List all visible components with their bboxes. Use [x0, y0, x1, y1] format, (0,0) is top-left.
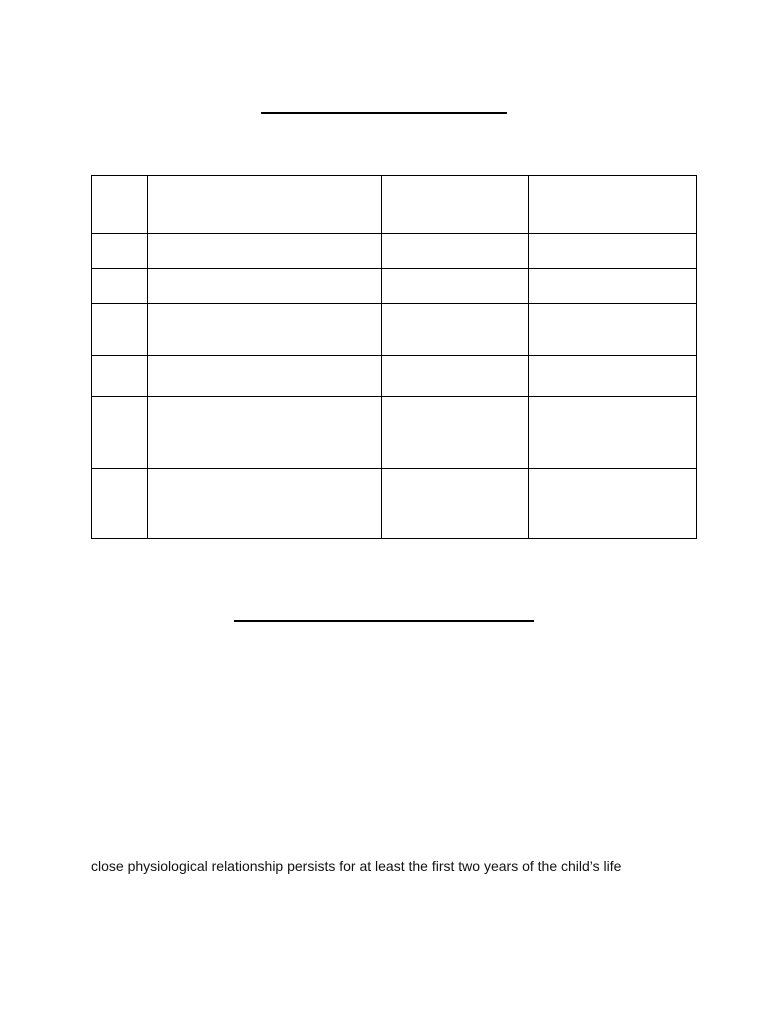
- table-cell: [148, 304, 382, 356]
- table-cell: [92, 304, 148, 356]
- table-cell: [382, 269, 529, 304]
- table-row: [92, 356, 697, 397]
- table-cell: [148, 469, 382, 539]
- table-cell: [148, 234, 382, 269]
- table-cell: [529, 176, 697, 234]
- body-text: close physiological relationship persists for at least the first two years of the child’s life: [91, 858, 622, 874]
- table-cell: [382, 469, 529, 539]
- heading-underline-top: [261, 112, 507, 114]
- table-cell: [148, 269, 382, 304]
- table-row: [92, 234, 697, 269]
- table-cell: [92, 356, 148, 397]
- table-row: [92, 397, 697, 469]
- table-cell: [382, 397, 529, 469]
- table-cell: [529, 234, 697, 269]
- table-cell: [148, 397, 382, 469]
- table-cell: [382, 234, 529, 269]
- table-cell: [92, 469, 148, 539]
- table-row: [92, 269, 697, 304]
- table-cell: [92, 176, 148, 234]
- table-cell: [529, 269, 697, 304]
- table-cell: [529, 469, 697, 539]
- table-cell: [529, 397, 697, 469]
- table-cell: [382, 304, 529, 356]
- table-cell: [382, 356, 529, 397]
- table-cell: [92, 234, 148, 269]
- table-row: [92, 176, 697, 234]
- table-cell: [148, 176, 382, 234]
- table-cell: [529, 356, 697, 397]
- heading-underline-middle: [234, 620, 534, 622]
- table-cell: [529, 304, 697, 356]
- table-row: [92, 304, 697, 356]
- table-cell: [92, 397, 148, 469]
- table-cell: [382, 176, 529, 234]
- table-cell: [148, 356, 382, 397]
- table-row: [92, 469, 697, 539]
- document-table: [91, 175, 697, 539]
- table-cell: [92, 269, 148, 304]
